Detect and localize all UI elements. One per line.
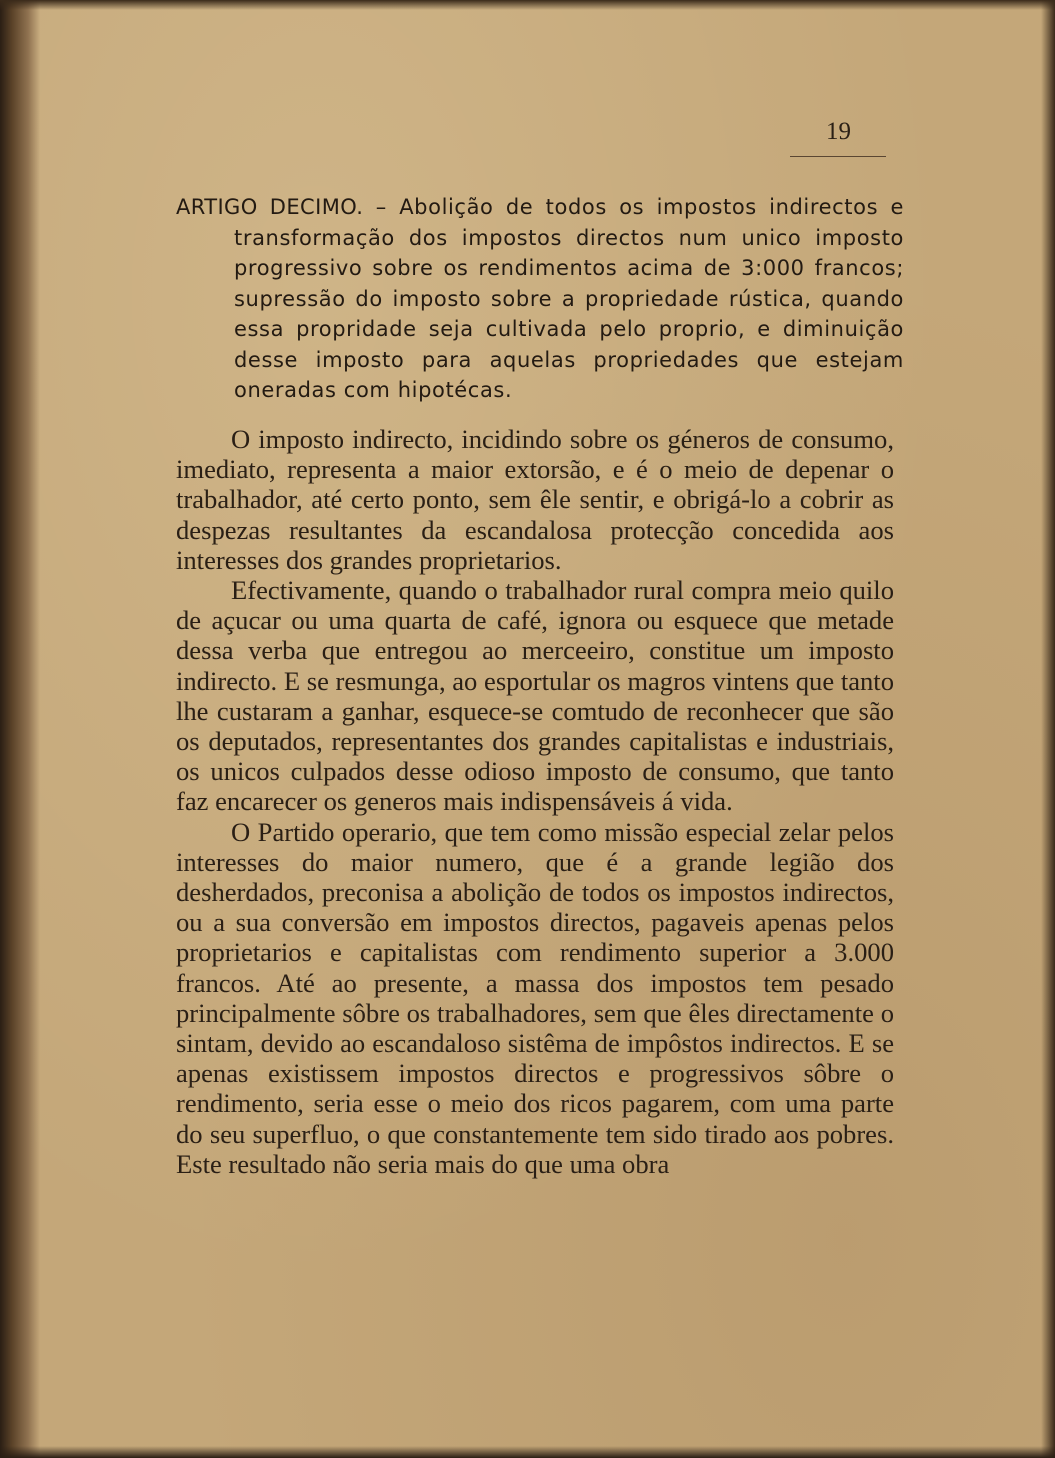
article-heading: ARTIGO DECIMO. bbox=[176, 195, 364, 219]
paragraph-3: O Partido operario, que tem como missão especial zelar pelos interesses do maior numero, que é a grande legião dos desherdados, preconisa a abolição de todos os impostos indirectos, ou a sua conversão em impostos directos, pagaveis apenas pelos proprietarios e capitalistas com rendimento superior a 3.000 francos. Até ao presente, a massa dos impostos tem pesado principalmente sôbre os trabalhadores, sem que êles directamente o sintam, devido ao escandaloso sistêma de impôstos indirectos. E se apenas existissem impostos directos e progressivos sôbre o rendimento, seria esse o meio dos ricos pagarem, com uma parte do seu superfluo, o que constantemente tem sido tirado aos pobres. Este resultado não seria mais do que uma obra bbox=[176, 816, 894, 1179]
body-text bbox=[176, 424, 894, 1179]
page-number: 19 bbox=[826, 118, 851, 145]
page-right-edge bbox=[1041, 0, 1055, 1458]
page-bottom-edge bbox=[0, 1446, 1055, 1458]
article-decimo bbox=[176, 192, 904, 406]
page-top-edge bbox=[0, 0, 1055, 10]
page-binding-edge bbox=[0, 0, 40, 1458]
article-dash: – bbox=[363, 195, 400, 219]
article-text: Abolição de todos os impostos indirectos e transformação dos impostos directos num unico imposto progressivo sobre os rendimentos acima de 3:000 francos; supressão do imposto sobre a propriedade rústica, quando essa propridade seja cultivada pelo proprio, e diminuição desse imposto para aquelas propriedades que estejam oneradas com hipotécas. bbox=[234, 195, 905, 402]
page-number-rule bbox=[790, 156, 886, 157]
paragraph-1: O imposto indirecto, incidindo sobre os géneros de consumo, imediato, representa a maior extorsão, e é o meio de depenar o trabalhador, até certo ponto, sem êle sentir, e obrigá-lo a cobrir as despezas resultantes da escandalosa protecção concedida aos interesses dos grandes proprietarios. bbox=[176, 424, 894, 575]
paragraph-2: Efectivamente, quando o trabalhador rural compra meio quilo de açucar ou uma quarta de café, ignora ou esquece que metade dessa verba que entregou ao merceeiro, constitue um imposto indirecto. E se resmunga, ao esportular os magros vintens que tanto lhe custaram a ganhar, esquece-se comtudo de reconhecer que são os deputados, representantes dos grandes capitalistas e industriais, os unicos culpados desse odioso imposto de consumo, que tanto faz encarecer os generos mais indispensáveis á vida. bbox=[176, 575, 894, 817]
